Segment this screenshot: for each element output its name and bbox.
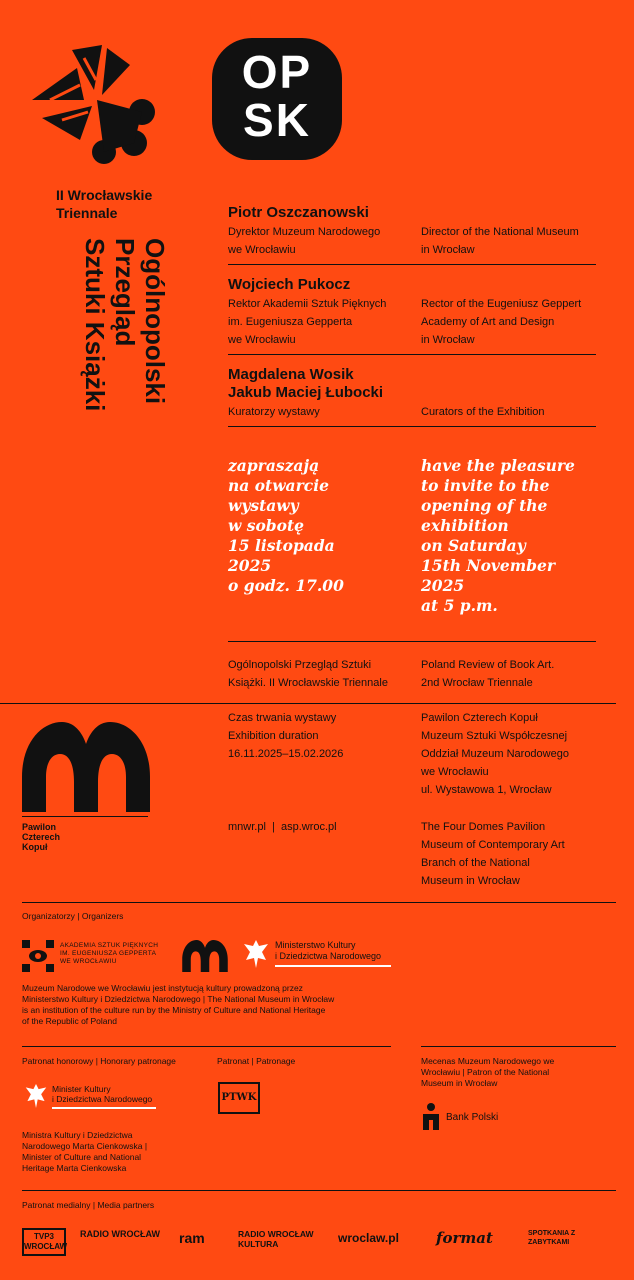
divider xyxy=(421,1046,616,1047)
bank-polski-icon xyxy=(421,1102,441,1130)
triennale-flower-logo xyxy=(22,40,172,165)
vertical-title-line3: Sztuki Książki xyxy=(80,238,110,412)
opsk-logo-line2: SK xyxy=(243,94,311,146)
host-role-pl: Rektor Akademii Sztuk Pięknych im. Eugeniusza Gepperta we Wrocławiu xyxy=(228,298,387,346)
websites[interactable]: mnwr.pl | asp.wroc.pl xyxy=(228,821,337,833)
vertical-title-line1: Ogólnopolski xyxy=(140,238,170,405)
triennale-label: II Wrocławskie Triennale xyxy=(56,187,153,221)
radio-wroclaw-kultura-logo: RADIO WROCŁAW KULTURA xyxy=(238,1229,314,1249)
venue-pl: Pawilon Czterech Kopuł Muzeum Sztuki Współczesnej Oddział Muzeum Narodowego we Wrocławiu ul. Wystawowa 1, Wrocław xyxy=(421,712,569,796)
ministry-logo-underline xyxy=(275,965,391,967)
eagle-icon xyxy=(24,1082,48,1110)
exhibition-duration: Czas trwania wystawy Exhibition duration 16.11.2025–15.02.2026 xyxy=(228,712,344,760)
divider xyxy=(0,703,616,704)
pavilion-logo-text: Pawilon Czterech Kopuł xyxy=(22,822,61,852)
curators-role-pl: Kuratorzy wystawy xyxy=(228,406,320,418)
divider xyxy=(22,1046,391,1047)
asp-logo-text: AKADEMIA SZTUK PIĘKNYCH IM. EUGENIUSZA GEPPERTA WE WROCŁAWIU xyxy=(60,942,159,965)
honorary-patronage-label: Patronat honorowy | Honorary patronage xyxy=(22,1056,176,1066)
ptwk-logo: PTWK xyxy=(218,1082,260,1114)
divider xyxy=(22,902,616,903)
invitation-en: have the pleasure to invite to the opening of the exhibition on Saturday 15th November 2025 at 5 p.m. xyxy=(421,456,575,615)
wroclaw-pl-logo: wroclaw.pl xyxy=(338,1231,399,1245)
divider xyxy=(228,264,596,265)
radio-wroclaw-logo: RADIO WROCŁAW xyxy=(80,1229,160,1239)
pavilion-logo xyxy=(22,722,150,812)
tvp3-logo: TVP3 WROCŁAW xyxy=(22,1228,66,1256)
ministry-logo-text: Ministerstwo Kultury i Dziedzictwa Narodowego xyxy=(275,940,382,961)
host-role-pl: Dyrektor Muzeum Narodowego we Wrocławiu xyxy=(228,226,381,256)
museum-m-logo xyxy=(182,940,228,972)
organizers-note: Muzeum Narodowe we Wrocławiu jest instytucją kultury prowadzoną przez Ministerstwo Kultury i Dziedzictwa Narodowego | The National Museum in Wrocław is an institution of the culture run by the Ministry of Culture and National Heritage of the Republic of Poland xyxy=(22,983,335,1026)
format-logo: format xyxy=(436,1229,493,1247)
pavilion-logo-divider xyxy=(22,816,148,817)
host-role-en: Director of the National Museum in Wrocław xyxy=(421,226,579,256)
minister-logo-underline xyxy=(52,1107,156,1109)
minister-logo-text: Minister Kultury i Dziedzictwa Narodowego xyxy=(52,1084,153,1104)
invitation-pl: zapraszają na otwarcie wystawy w sobotę 15 listopada 2025 o godz. 17.00 xyxy=(228,456,344,595)
exhibition-title-pl: Ogólnopolski Przegląd Sztuki Książki. II Wrocławskie Triennale xyxy=(228,659,388,689)
asp-logo-icon xyxy=(22,940,54,972)
ram-logo: ram xyxy=(179,1230,205,1246)
host-name: Piotr Oszczanowski xyxy=(228,204,369,221)
host-name: Wojciech Pukocz xyxy=(228,276,351,293)
venue-en: The Four Domes Pavilion Museum of Contemporary Art Branch of the National Museum in Wrocław xyxy=(421,821,565,887)
media-partners-label: Patronat medialny | Media partners xyxy=(22,1200,155,1210)
curators-role-en: Curators of the Exhibition xyxy=(421,406,545,418)
mecenas-label: Mecenas Muzeum Narodowego we Wrocławiu | Patron of the National Museum in Wrocław xyxy=(421,1056,555,1088)
divider xyxy=(228,426,596,427)
spotkania-z-zabytkami-logo: SPOTKANIA Z ZABYTKAMI xyxy=(528,1230,576,1246)
bank-polski-logo: Bank Polski xyxy=(446,1112,499,1123)
exhibition-title-en: Poland Review of Book Art. 2nd Wrocław Triennale xyxy=(421,659,555,689)
minister-note: Ministra Kultury i Dziedzictwa Narodowego Marta Cienkowska | Minister of Culture and National Heritage Marta Cienkowska xyxy=(22,1130,148,1173)
divider xyxy=(22,1190,616,1191)
patronage-label: Patronat | Patronage xyxy=(217,1056,296,1066)
divider xyxy=(228,641,596,642)
host-role-en: Rector of the Eugeniusz Geppert Academy of Art and Design in Wrocław xyxy=(421,298,582,346)
opsk-logo-line1: OP xyxy=(241,46,313,98)
curators-names: Magdalena Wosik Jakub Maciej Łubocki xyxy=(228,366,384,401)
vertical-title xyxy=(60,238,170,478)
vertical-title-line2: Przegląd xyxy=(110,238,140,347)
divider xyxy=(228,354,596,355)
organizers-label: Organizatorzy | Organizers xyxy=(22,911,124,921)
eagle-icon xyxy=(242,938,270,970)
